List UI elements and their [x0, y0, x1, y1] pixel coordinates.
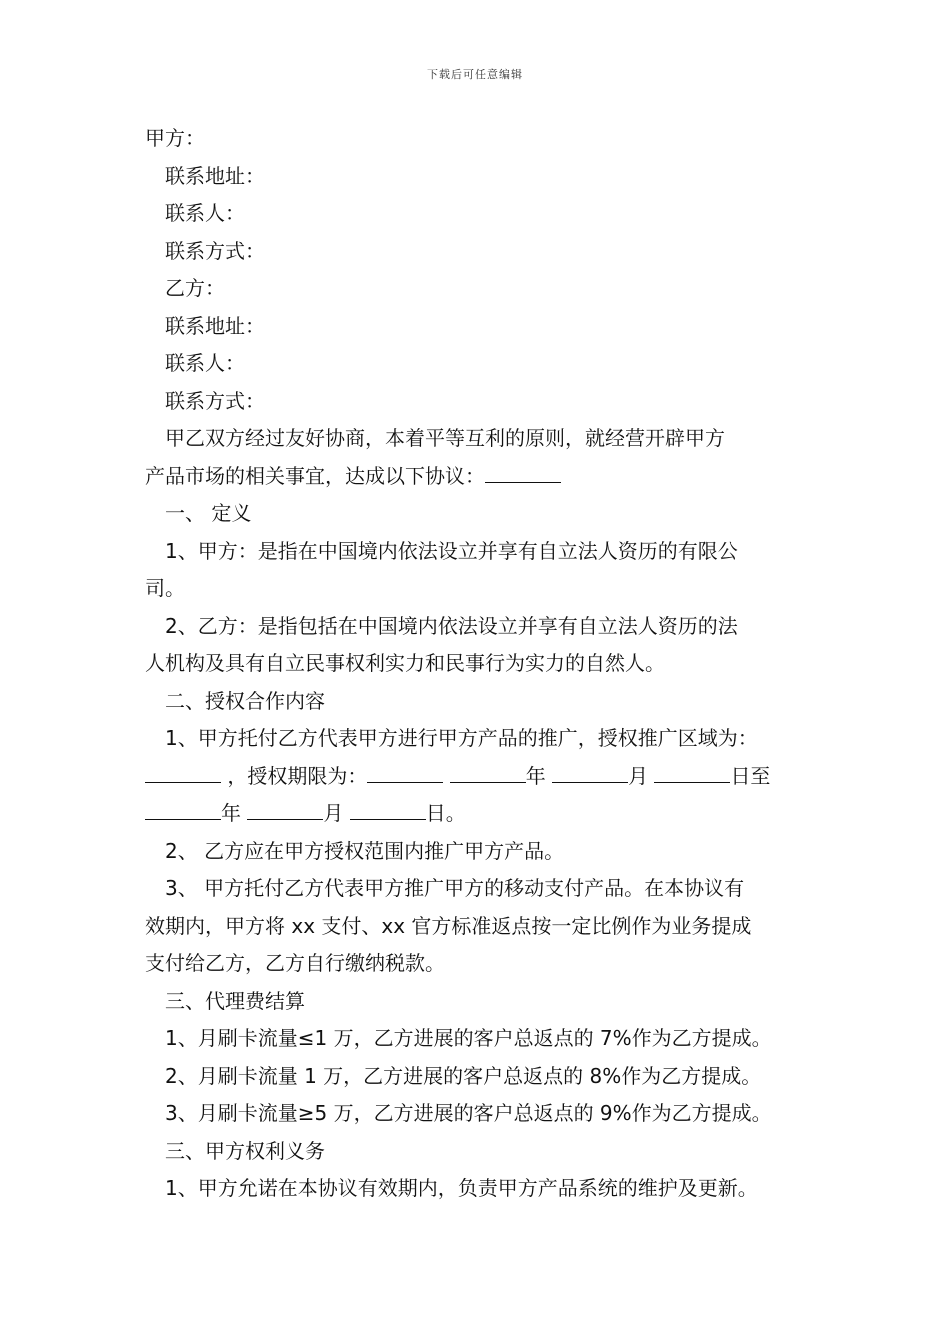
section-3-title: 三、代理费结算 — [165, 988, 305, 1013]
end-year-blank — [145, 799, 221, 820]
party-b-label: 乙方： — [165, 276, 225, 300]
party-a-label: 甲方： — [145, 126, 205, 150]
start-day-unit: 日至 — [730, 763, 771, 788]
party-a-contact: 联系人： — [165, 201, 245, 225]
start-year-blank — [450, 762, 526, 783]
intro-line-1: 甲乙双方经过友好协商，本着平等互利的原则，就经营开辟甲方 — [165, 426, 725, 450]
section-3-item-2: 2、月刷卡流量 1 万，乙方进展的客户总返点的 8%作为乙方提成。 — [165, 1063, 762, 1088]
agreement-body — [145, 120, 825, 1208]
party-b-phone: 联系方式： — [165, 388, 265, 413]
page-header-note: 下载后可任意编辑 — [427, 68, 523, 81]
section-3-item-3: 3、月刷卡流量≥5 万，乙方进展的客户总返点的 9%作为乙方提成。 — [165, 1101, 772, 1125]
party-a-phone: 联系方式： — [165, 238, 265, 263]
section-1-item-1-line-1: 1、甲方：是指在中国境内依法设立并享有自立法人资历的有限公 — [165, 538, 738, 563]
section-2-title: 二、授权合作内容 — [165, 688, 325, 713]
party-b-address: 联系地址： — [165, 313, 265, 338]
section-2-item-1-line-1: 1、甲方托付乙方代表甲方进行甲方产品的推广，授权推广区域为： — [165, 726, 758, 750]
region-blank — [145, 762, 221, 783]
start-year-unit: 年 — [525, 763, 546, 788]
start-month-unit: 月 — [628, 763, 649, 788]
section-1-title: 一、 定义 — [165, 501, 252, 525]
section-4-item-1: 1、甲方允诺在本协议有效期内，负责甲方产品系统的维护及更新。 — [165, 1176, 758, 1200]
section-2-item-2: 2、 乙方应在甲方授权范围内推广甲方产品。 — [165, 838, 565, 863]
start-day-blank — [654, 762, 730, 783]
end-month-blank — [247, 799, 323, 820]
section-2-item-3-line-3: 支付给乙方，乙方自行缴纳税款。 — [145, 951, 445, 975]
end-month-unit: 月 — [323, 801, 344, 825]
intro-text: 产品市场的相关事宜，达成以下协议： — [145, 463, 485, 488]
section-1-item-2-line-2: 人机构及具有自立民事权利实力和民事行为实力的自然人。 — [145, 651, 665, 675]
intro-line-2 — [145, 458, 825, 496]
agreement-blank — [485, 462, 561, 483]
end-day-blank — [350, 799, 426, 820]
period-label: ，授权期限为： — [227, 763, 368, 788]
section-1-item-1-line-2: 司。 — [145, 576, 185, 600]
section-2-item-3-line-2: 效期内，甲方将 xx 支付、xx 官方标准返点按一定比例作为业务提成 — [145, 913, 752, 938]
section-2-item-3-line-1: 3、 甲方托付乙方代表甲方推广甲方的移动支付产品。在本协议有 — [165, 876, 745, 900]
section-2-item-1-line-2 — [145, 758, 825, 796]
party-a-address: 联系地址： — [165, 163, 265, 188]
party-b-contact: 联系人： — [165, 351, 245, 375]
section-2-item-1-line-3 — [145, 795, 825, 833]
section-3-item-1: 1、月刷卡流量≤1 万，乙方进展的客户总返点的 7%作为乙方提成。 — [165, 1026, 772, 1050]
end-year-unit: 年 — [221, 801, 241, 825]
start-blank-1 — [367, 762, 443, 783]
end-day-unit: 日。 — [425, 801, 466, 825]
start-month-blank — [552, 762, 628, 783]
section-4-title: 三、甲方权利义务 — [165, 1138, 325, 1163]
section-1-item-2-line-1: 2、乙方：是指包括在中国境内依法设立并享有自立法人资历的法 — [165, 613, 738, 638]
